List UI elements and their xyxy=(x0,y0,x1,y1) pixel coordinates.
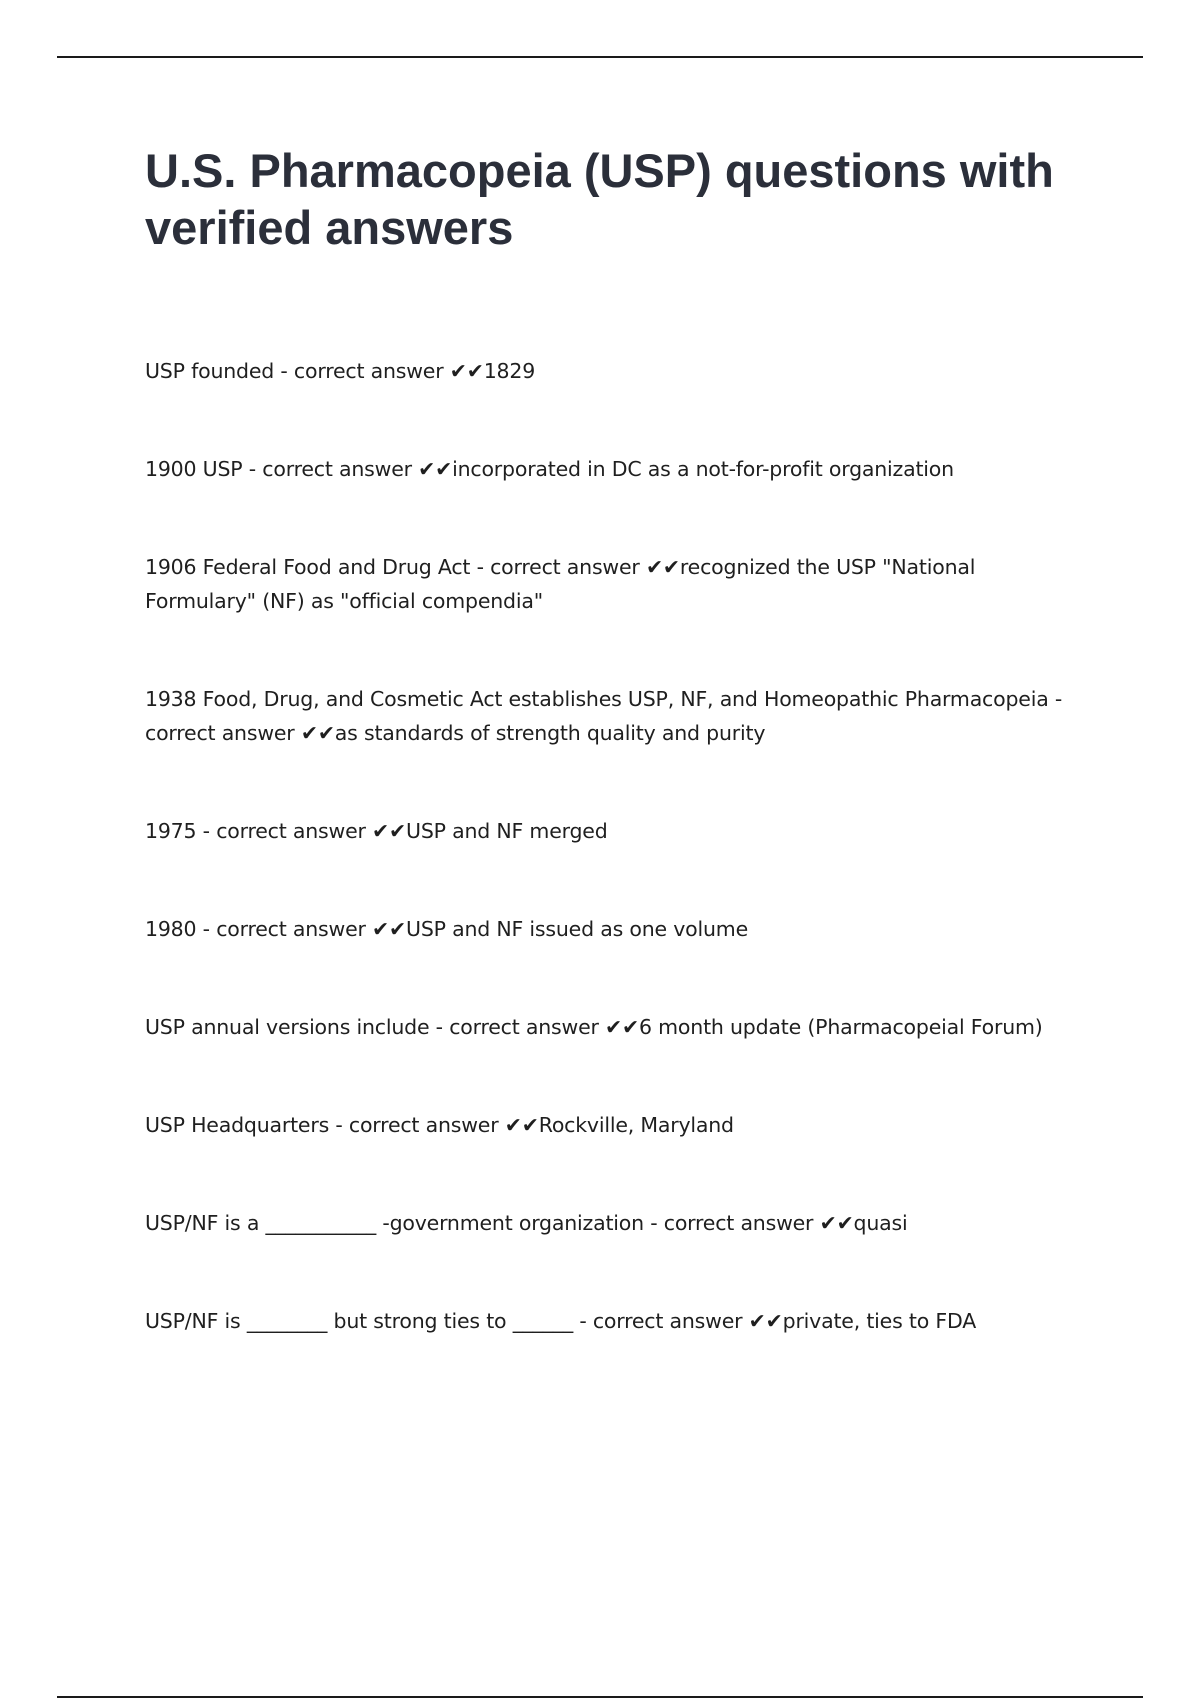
qa-item: 1906 Federal Food and Drug Act - correct answer ✔✔recognized the USP "National Formulary" (NF) as "official compendia" xyxy=(145,555,976,613)
qa-item: 1900 USP - correct answer ✔✔incorporated in DC as a not-for-profit organization xyxy=(145,457,954,481)
qa-item: USP/NF is ________ but strong ties to ______ - correct answer ✔✔private, ties to FDA xyxy=(145,1309,977,1333)
qa-item: 1980 - correct answer ✔✔USP and NF issued as one volume xyxy=(145,917,748,941)
qa-item: 1938 Food, Drug, and Cosmetic Act establishes USP, NF, and Homeopathic Pharmacopeia - correct answer ✔✔as standards of strength quality and purity xyxy=(145,687,1063,745)
qa-item: 1975 - correct answer ✔✔USP and NF merged xyxy=(145,819,608,843)
qa-item: USP/NF is a ___________ -government organization - correct answer ✔✔quasi xyxy=(145,1211,908,1235)
bottom-divider xyxy=(57,1696,1143,1698)
qa-item: USP founded - correct answer ✔✔1829 xyxy=(145,359,536,383)
qa-item: USP Headquarters - correct answer ✔✔Rockville, Maryland xyxy=(145,1113,734,1137)
document-title: U.S. Pharmacopeia (USP) questions with verified answers xyxy=(145,144,1054,254)
qa-list xyxy=(145,354,1085,1402)
qa-item: USP annual versions include - correct answer ✔✔6 month update (Pharmacopeial Forum) xyxy=(145,1015,1043,1039)
top-divider xyxy=(57,56,1143,58)
